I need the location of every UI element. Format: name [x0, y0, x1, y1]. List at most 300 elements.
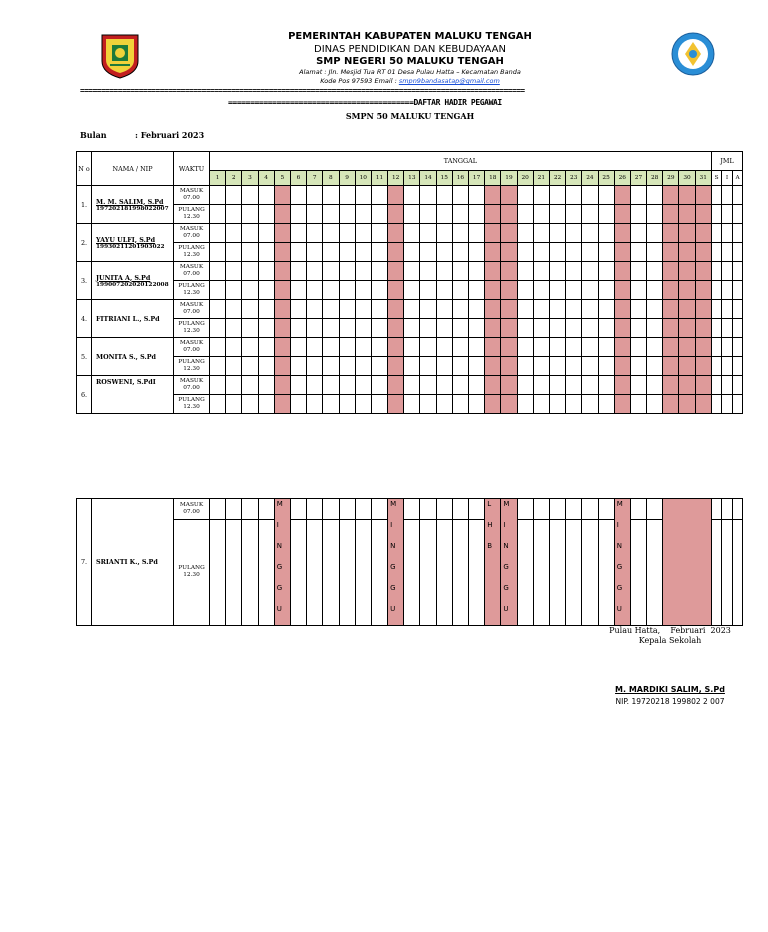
day-cell: [436, 519, 452, 625]
day-cell: [566, 300, 582, 319]
employee-row-pulang: [77, 281, 743, 300]
day-cell: [533, 338, 549, 357]
day-cell: [485, 300, 501, 319]
employee-row: [77, 338, 743, 357]
day-cell: [679, 319, 695, 338]
day-cell: [566, 224, 582, 243]
time-pulang: PULANG 12.30: [174, 395, 210, 414]
row-number: 4.: [77, 300, 92, 338]
day-cell: [210, 319, 226, 338]
day-cell: [695, 205, 711, 224]
day-number: 29: [663, 171, 679, 186]
day-cell: [323, 300, 339, 319]
day-cell: [485, 186, 501, 205]
day-cell: [307, 300, 323, 319]
day-cell: [566, 262, 582, 281]
day-cell: [501, 300, 517, 319]
total-cell: [722, 499, 733, 520]
day-cell: [485, 395, 501, 414]
employee-nip: 19930211201903022: [96, 243, 165, 250]
day-cell: [436, 243, 452, 262]
day-cell: [226, 319, 242, 338]
day-cell: [404, 243, 420, 262]
day-cell: [242, 519, 258, 625]
sunday-letter: N: [390, 542, 396, 550]
day-cell: [630, 186, 646, 205]
day-cell: [339, 243, 355, 262]
day-cell: [420, 499, 436, 520]
day-cell: [371, 224, 387, 243]
day-cell: [452, 319, 468, 338]
day-cell: [485, 262, 501, 281]
day-cell: [566, 519, 582, 625]
day-cell: [663, 262, 679, 281]
day-cell: [210, 499, 226, 520]
day-cell: [614, 262, 630, 281]
day-cell: [549, 205, 565, 224]
day-cell: [517, 205, 533, 224]
day-cell: [501, 186, 517, 205]
day-cell: [355, 395, 371, 414]
total-sub-header: A: [732, 171, 743, 186]
day-cell: [274, 224, 290, 243]
time-masuk: MASUK 07.00: [174, 224, 210, 243]
day-cell: [388, 338, 404, 357]
day-cell: [258, 519, 274, 625]
day-cell: [388, 357, 404, 376]
day-cell: [582, 224, 598, 243]
day-cell: [290, 224, 306, 243]
total-cell: [722, 519, 733, 625]
day-cell: [679, 186, 695, 205]
day-cell: [388, 224, 404, 243]
day-cell: [501, 395, 517, 414]
total-cell: [732, 224, 743, 243]
employee-name: M. M. SALIM, S.Pd: [96, 197, 164, 206]
day-cell: [501, 499, 517, 626]
day-cell: [258, 357, 274, 376]
day-cell: [258, 300, 274, 319]
day-cell: [647, 205, 663, 224]
day-number: 31: [695, 171, 711, 186]
day-cell: [501, 224, 517, 243]
day-cell: [647, 300, 663, 319]
day-cell: [647, 224, 663, 243]
day-cell: [469, 243, 485, 262]
day-cell: [469, 519, 485, 625]
day-cell: [582, 338, 598, 357]
holiday-letter: L: [487, 500, 492, 508]
day-cell: [242, 319, 258, 338]
period-row: [80, 130, 205, 140]
day-cell: [679, 243, 695, 262]
day-cell: [452, 262, 468, 281]
day-cell: [242, 338, 258, 357]
attendance-table: [76, 151, 743, 414]
day-cell: [452, 338, 468, 357]
row-number: 1.: [77, 186, 92, 224]
sunday-letter: N: [616, 542, 622, 550]
employee-name: MONITA S., S.Pd: [96, 352, 157, 361]
day-number: 30: [679, 171, 695, 186]
time-pulang: PULANG 12.30: [174, 205, 210, 224]
day-cell: [290, 357, 306, 376]
time-pulang: PULANG 12.30: [174, 519, 210, 625]
day-cell: [355, 186, 371, 205]
day-cell: [614, 281, 630, 300]
day-cell: [582, 205, 598, 224]
day-cell: [420, 357, 436, 376]
day-cell: [614, 395, 630, 414]
day-number: 24: [582, 171, 598, 186]
day-cell: [210, 186, 226, 205]
day-cell: [679, 395, 695, 414]
day-number: 26: [614, 171, 630, 186]
total-cell: [711, 338, 722, 357]
day-cell: [582, 319, 598, 338]
day-cell: [307, 262, 323, 281]
day-cell: [226, 376, 242, 395]
day-cell: [533, 281, 549, 300]
day-cell: [258, 395, 274, 414]
day-cell: [630, 319, 646, 338]
employee-name: SRIANTI K., S.Pd: [96, 558, 158, 566]
day-cell: [452, 224, 468, 243]
day-cell: [663, 319, 679, 338]
day-cell: [371, 281, 387, 300]
day-cell: [663, 205, 679, 224]
employee-name-cell: [92, 300, 174, 338]
employee-name: ROSWENI, S.PdI: [96, 378, 156, 386]
day-cell: [371, 205, 387, 224]
day-cell: [517, 519, 533, 625]
total-cell: [732, 499, 743, 520]
day-cell: [549, 376, 565, 395]
day-cell: [307, 224, 323, 243]
total-cell: [732, 319, 743, 338]
day-cell: [307, 395, 323, 414]
day-cell: [582, 262, 598, 281]
day-cell: [614, 205, 630, 224]
day-cell: [242, 499, 258, 520]
time-masuk: MASUK 07.00: [174, 300, 210, 319]
day-cell: [582, 186, 598, 205]
day-cell: [420, 519, 436, 625]
day-cell: [307, 338, 323, 357]
day-cell: [242, 300, 258, 319]
day-cell: [630, 300, 646, 319]
day-cell: [290, 262, 306, 281]
day-cell: [533, 357, 549, 376]
day-cell: [226, 395, 242, 414]
day-cell: [323, 395, 339, 414]
day-cell: [242, 224, 258, 243]
total-cell: [722, 319, 733, 338]
day-cell: [485, 281, 501, 300]
day-cell: [695, 376, 711, 395]
day-cell: [355, 519, 371, 625]
day-cell: [501, 243, 517, 262]
day-cell: [210, 300, 226, 319]
day-cell: [663, 499, 712, 626]
day-cell: [339, 300, 355, 319]
day-cell: [469, 376, 485, 395]
total-cell: [732, 395, 743, 414]
day-cell: [533, 243, 549, 262]
time-masuk: MASUK 07.00: [174, 262, 210, 281]
day-cell: [274, 376, 290, 395]
day-cell: [598, 319, 614, 338]
day-cell: [355, 300, 371, 319]
total-cell: [711, 243, 722, 262]
day-cell: [647, 243, 663, 262]
day-cell: [323, 319, 339, 338]
day-cell: [258, 243, 274, 262]
employee-row-pulang: [77, 519, 743, 625]
sunday-letter: N: [276, 542, 282, 550]
day-cell: [420, 281, 436, 300]
day-cell: [404, 262, 420, 281]
day-cell: [258, 499, 274, 520]
employee-name: YAYU ULFI, S.Pd: [96, 235, 156, 244]
day-cell: [290, 205, 306, 224]
day-cell: [339, 357, 355, 376]
day-cell: [533, 499, 549, 520]
day-cell: [226, 224, 242, 243]
time-masuk: MASUK 07.00: [174, 338, 210, 357]
day-cell: [404, 281, 420, 300]
total-cell: [732, 338, 743, 357]
sunday-letter: N: [503, 542, 509, 550]
day-cell: [566, 338, 582, 357]
day-cell: [355, 319, 371, 338]
row-number: 2.: [77, 224, 92, 262]
day-cell: [501, 281, 517, 300]
day-cell: [647, 281, 663, 300]
day-cell: [533, 186, 549, 205]
day-cell: [323, 205, 339, 224]
day-cell: [355, 224, 371, 243]
sunday-letter: I: [616, 521, 619, 529]
day-cell: [420, 205, 436, 224]
day-cell: [420, 262, 436, 281]
day-cell: [371, 395, 387, 414]
day-cell: [226, 186, 242, 205]
employee-name: FITRIANI L., S.Pd: [96, 314, 160, 323]
day-cell: [598, 376, 614, 395]
day-number: 5: [274, 171, 290, 186]
sunday-letter: I: [390, 521, 393, 529]
day-cell: [226, 519, 242, 625]
day-cell: [436, 281, 452, 300]
day-cell: [614, 300, 630, 319]
day-cell: [549, 319, 565, 338]
day-cell: [323, 499, 339, 520]
day-cell: [339, 519, 355, 625]
day-cell: [533, 300, 549, 319]
day-cell: [420, 338, 436, 357]
day-cell: [598, 281, 614, 300]
day-cell: [549, 395, 565, 414]
row-number: 6.: [77, 376, 92, 414]
day-cell: [469, 499, 485, 520]
day-cell: [404, 395, 420, 414]
day-cell: [274, 319, 290, 338]
day-cell: [436, 186, 452, 205]
day-cell: [242, 376, 258, 395]
day-cell: [436, 319, 452, 338]
day-cell: [242, 205, 258, 224]
day-number: 25: [598, 171, 614, 186]
day-cell: [549, 499, 565, 520]
day-cell: [307, 499, 323, 520]
col-dates-header: TANGGAL: [210, 152, 712, 171]
day-cell: [630, 281, 646, 300]
day-cell: [582, 243, 598, 262]
time-masuk: MASUK 07.00: [174, 499, 210, 520]
day-cell: [290, 499, 306, 520]
total-cell: [732, 357, 743, 376]
day-cell: [420, 243, 436, 262]
sunday-letter: U: [276, 605, 282, 613]
employee-row: [77, 224, 743, 243]
signature-nip: NIP. 19720218 199802 2 007: [615, 697, 725, 706]
day-cell: [436, 338, 452, 357]
employee-nip: 199007202020122008: [96, 281, 169, 288]
total-cell: [732, 205, 743, 224]
day-cell: [420, 186, 436, 205]
day-cell: [371, 243, 387, 262]
day-cell: [210, 376, 226, 395]
total-cell: [711, 300, 722, 319]
day-cell: [663, 186, 679, 205]
total-cell: [732, 519, 743, 625]
sunday-letter: U: [390, 605, 396, 613]
employee-row: [77, 499, 743, 520]
day-cell: [533, 262, 549, 281]
holiday-letter: H: [487, 521, 493, 529]
total-cell: [722, 186, 733, 205]
day-cell: [420, 395, 436, 414]
day-cell: [469, 262, 485, 281]
day-cell: [355, 243, 371, 262]
header-contact: [180, 77, 640, 85]
employee-name-cell: [92, 338, 174, 376]
day-cell: [501, 338, 517, 357]
day-cell: [210, 357, 226, 376]
day-cell: [242, 281, 258, 300]
total-sub-header: I: [722, 171, 733, 186]
day-cell: [469, 224, 485, 243]
day-cell: [630, 262, 646, 281]
day-cell: [388, 281, 404, 300]
day-cell: [210, 224, 226, 243]
day-cell: [355, 357, 371, 376]
email-link[interactable]: smpn9bandasatap@gmail.com: [398, 77, 500, 85]
employee-name-cell: [92, 186, 174, 224]
day-number: 28: [647, 171, 663, 186]
day-cell: [647, 357, 663, 376]
sunday-letter: U: [616, 605, 622, 613]
day-cell: [307, 319, 323, 338]
day-cell: [485, 224, 501, 243]
day-cell: [323, 186, 339, 205]
day-cell: [517, 281, 533, 300]
day-cell: [226, 281, 242, 300]
day-cell: [566, 499, 582, 520]
day-cell: [598, 499, 614, 520]
employee-row: [77, 262, 743, 281]
day-cell: [404, 376, 420, 395]
day-cell: [258, 186, 274, 205]
day-cell: [549, 262, 565, 281]
day-number: 21: [533, 171, 549, 186]
contact-prefix: Kode Pos 97593 Email :: [320, 77, 399, 85]
day-cell: [436, 300, 452, 319]
day-cell: [663, 300, 679, 319]
day-cell: [679, 357, 695, 376]
day-cell: [371, 338, 387, 357]
day-cell: [274, 395, 290, 414]
day-cell: [258, 376, 274, 395]
day-cell: [630, 519, 646, 625]
day-cell: [452, 186, 468, 205]
day-cell: [388, 243, 404, 262]
period-value: : Februari 2023: [135, 130, 205, 140]
day-cell: [582, 499, 598, 520]
employee-name: JUNITA A, S.Pd: [96, 273, 151, 282]
total-sub-header: S: [711, 171, 722, 186]
day-number: 8: [323, 171, 339, 186]
time-pulang: PULANG 12.30: [174, 243, 210, 262]
day-cell: [598, 186, 614, 205]
day-cell: [695, 338, 711, 357]
regency-crest-logo: [100, 31, 140, 83]
day-cell: [695, 243, 711, 262]
day-cell: [566, 319, 582, 338]
day-cell: [404, 186, 420, 205]
time-masuk: MASUK 07.00: [174, 376, 210, 395]
day-cell: [258, 338, 274, 357]
employee-name-cell: [92, 376, 174, 414]
day-cell: [242, 243, 258, 262]
day-cell: [242, 186, 258, 205]
day-cell: [614, 243, 630, 262]
day-cell: [274, 300, 290, 319]
day-cell: [307, 376, 323, 395]
day-cell: [258, 224, 274, 243]
col-time-header: WAKTU: [174, 152, 210, 186]
day-cell: [307, 519, 323, 625]
total-cell: [722, 205, 733, 224]
day-cell: [226, 243, 242, 262]
sunday-letter: I: [276, 521, 279, 529]
day-cell: [290, 395, 306, 414]
day-cell: [290, 281, 306, 300]
day-cell: [549, 186, 565, 205]
day-cell: [436, 499, 452, 520]
day-cell: [566, 357, 582, 376]
day-cell: [274, 338, 290, 357]
day-cell: [339, 262, 355, 281]
day-cell: [695, 395, 711, 414]
employee-row: [77, 376, 743, 395]
day-cell: [452, 205, 468, 224]
day-number: 9: [339, 171, 355, 186]
signature-place-date: Pulau Hatta, Februari 2023: [609, 626, 731, 635]
day-cell: [517, 395, 533, 414]
day-number: 6: [290, 171, 306, 186]
